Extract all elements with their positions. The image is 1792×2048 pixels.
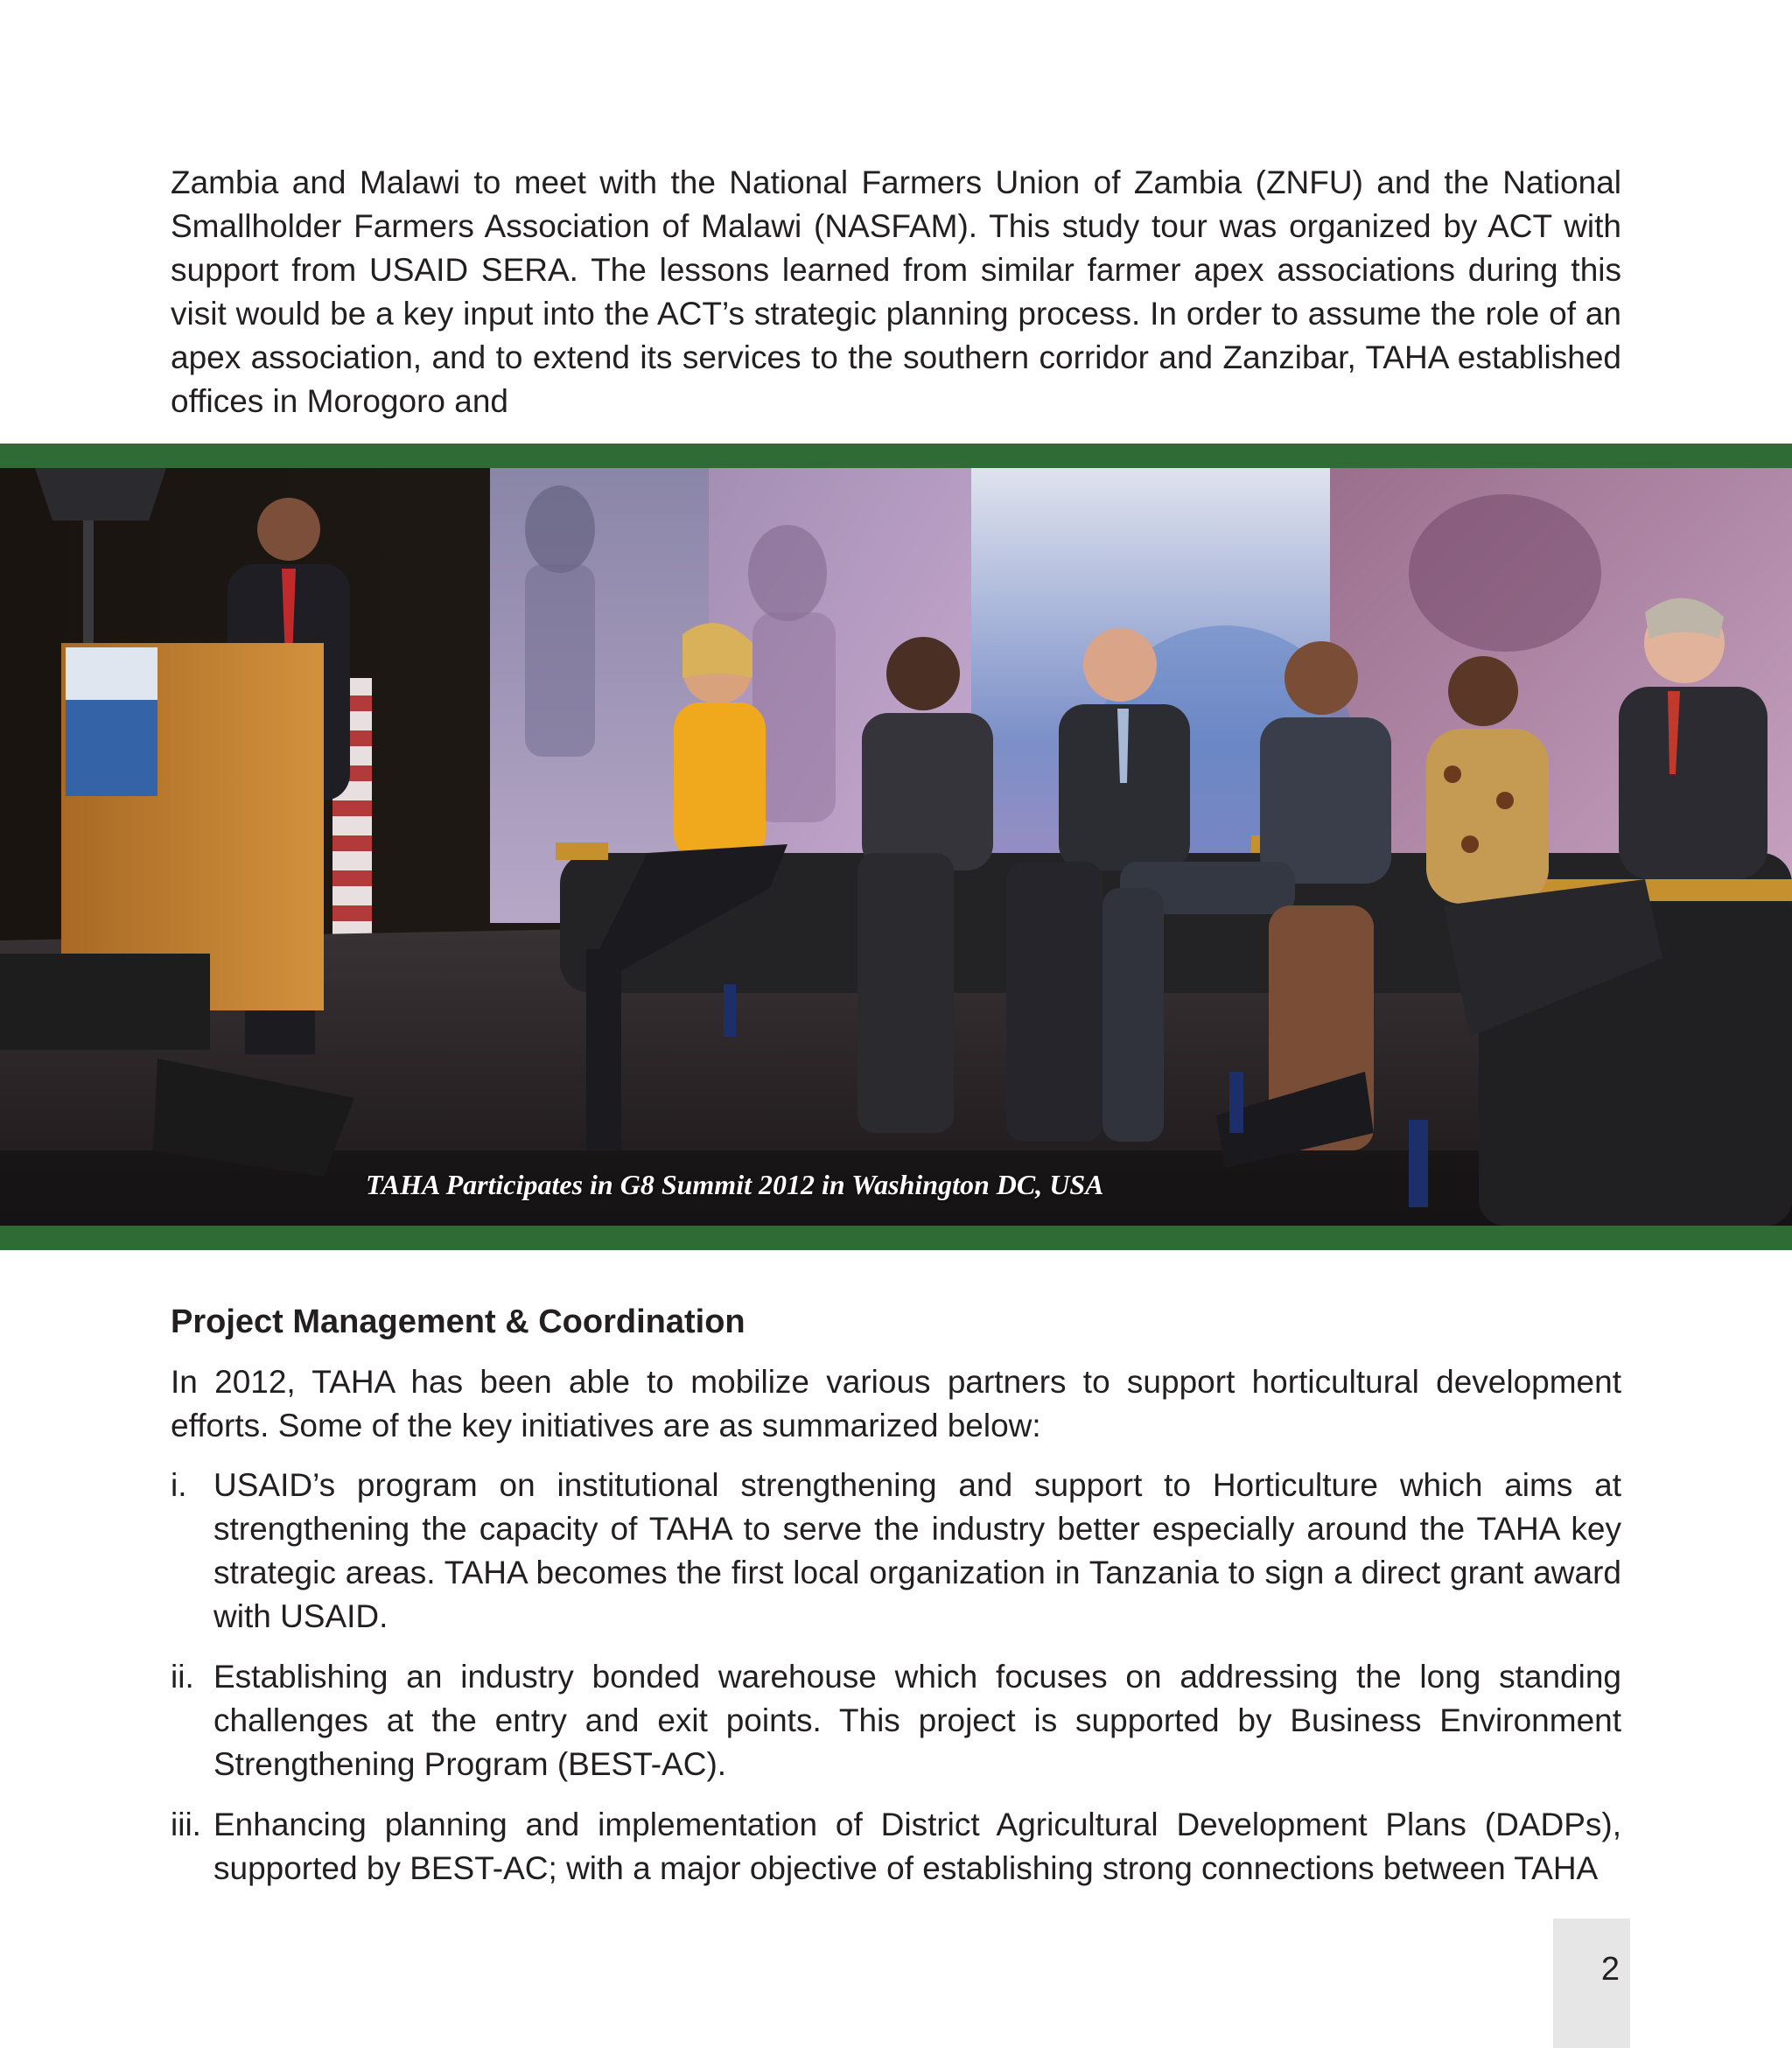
- intro-paragraph: Zambia and Malawi to meet with the National Farmers Union of Zambia (ZNFU) and the National Smallholder Farmers Association of Malawi (NASFAM). This study tour was organized by ACT with support from USAID SERA. The lessons learned from similar farmer apex associations during this visit would be a key input into the ACT’s strategic planning process. In order to assume the role of an apex association, and to extend its services to the southern corridor and Zanzibar, TAHA established offices in Morogoro and: [171, 164, 1621, 419]
- list-item-text: USAID’s program on institutional strengthening and support to Horticulture which aims at strengthening the capacity of TAHA to serve the industry better especially around the TAHA key strategic areas. TAHA becomes the first local organization in Tanzania to sign a direct grant award with USAID.: [214, 1467, 1621, 1634]
- g8-summit-photo: [0, 468, 1792, 1226]
- section-lead: In 2012, TAHA has been able to mobilize various partners to support horticultural development efforts. Some of the key initiatives are as summarized below:: [171, 1364, 1621, 1443]
- intro-section: [171, 161, 1621, 423]
- list-item-text: Establishing an industry bonded warehouse which focuses on addressing the long standing challenges at the entry and exit points. This project is supported by Business Environment Strengthening Program (BEST-AC).: [214, 1659, 1621, 1782]
- initiatives-list: [171, 1464, 1621, 1891]
- list-item-number: ii.: [171, 1659, 194, 1695]
- list-item: [171, 1803, 1621, 1891]
- page-number: 2: [1600, 1951, 1620, 1988]
- project-management-section: [171, 1297, 1621, 1907]
- list-item-number: iii.: [171, 1807, 201, 1842]
- page-number-box: [1553, 1919, 1630, 2048]
- list-item: [171, 1655, 1621, 1786]
- list-item-text: Enhancing planning and implementation of District Agricultural Development Plans (DADPs), supported by BEST-AC; with a major objective of establishing strong connections between TAHA: [214, 1807, 1621, 1886]
- section-heading: Project Management & Coordination: [171, 1304, 746, 1340]
- list-item: [171, 1464, 1621, 1639]
- list-item-number: i.: [171, 1467, 187, 1503]
- photo-caption: TAHA Participates in G8 Summit 2012 in Washington DC, USA: [366, 1169, 1104, 1200]
- photo-band: [0, 444, 1792, 1250]
